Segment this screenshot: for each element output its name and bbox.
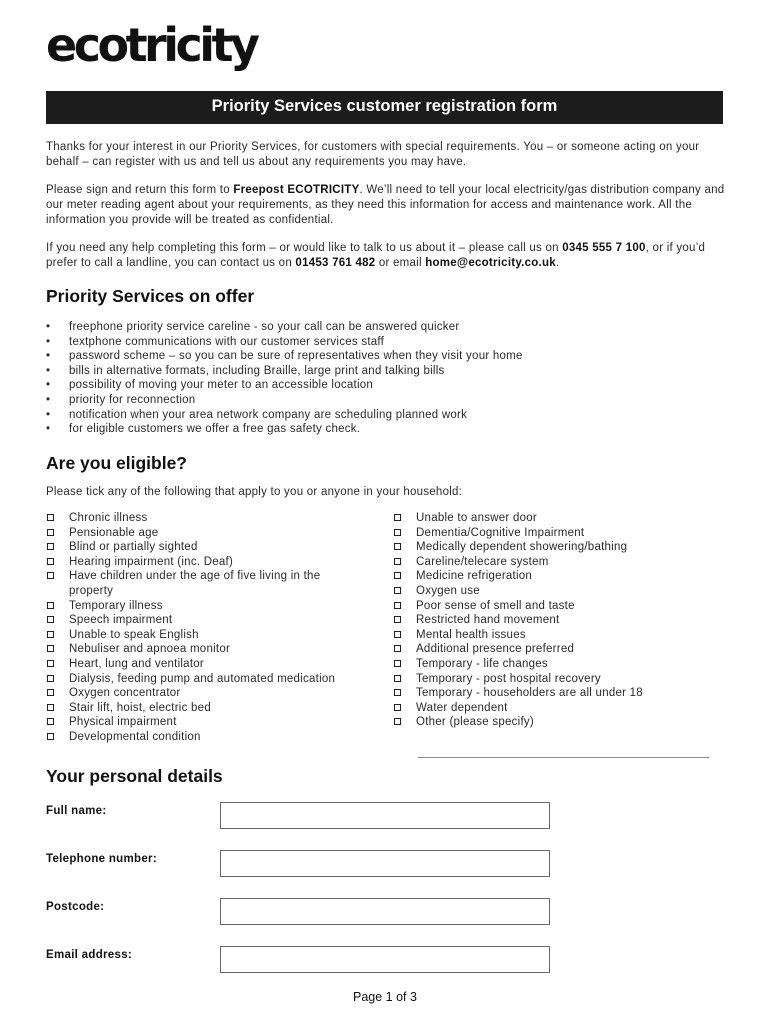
checkbox[interactable] [394,645,401,652]
checkbox[interactable] [394,529,401,536]
checkbox[interactable] [394,558,401,565]
eligibility-option[interactable]: Have children under the age of five living in the property [46,569,359,598]
eligibility-option[interactable]: Oxygen use [393,584,723,599]
eligibility-instruction: Please tick any of the following that apply to you or anyone in your household: [46,486,463,498]
eligibility-list-right [393,511,723,730]
eligibility-option[interactable]: Blind or partially sighted [46,540,376,555]
telephone-field[interactable] [220,850,550,877]
eligibility-option[interactable]: Water dependent [393,701,723,716]
intro-paragraph-1: Thanks for your interest in our Priority Services, for customers with special requirements. You – or someone acting on your behalf – can register with us and tell us about any requirements you may have. [46,141,700,168]
eligibility-option[interactable]: Temporary - life changes [393,657,723,672]
eligibility-option[interactable]: Medically dependent showering/bathing [393,540,723,555]
postcode-field[interactable] [220,898,550,925]
eligibility-option[interactable]: Temporary illness [46,599,376,614]
eligibility-option[interactable]: Speech impairment [46,613,376,628]
checkbox[interactable] [394,718,401,725]
checkbox[interactable] [47,631,54,638]
eligibility-option[interactable]: Pensionable age [46,526,376,541]
eligibility-option[interactable]: Unable to speak English [46,628,376,643]
services-list [46,320,523,437]
eligibility-option[interactable]: Careline/telecare system [393,555,723,570]
checkbox[interactable] [394,660,401,667]
eligibility-option[interactable]: Chronic illness [46,511,376,526]
service-item: • textphone communications with our customer services staff [46,335,523,350]
intro-paragraph-3: If you need any help completing this form – or would like to talk to us about it – please call us on 0345 555 7 100, or if you’d prefer to call a landline, you can contact us on 01453 761 482 or email home@ecotricity.co.uk. [46,242,706,269]
eligibility-option[interactable]: Stair lift, hoist, electric bed [46,701,376,716]
eligibility-option[interactable]: Additional presence preferred [393,642,723,657]
phone-number-mobile: 0345 555 7 100 [562,242,646,254]
services-heading: Priority Services on offer [46,286,255,306]
eligibility-option[interactable]: Other (please specify) [393,715,723,730]
eligibility-option[interactable]: Unable to answer door [393,511,723,526]
form-title: Priority Services customer registration form [46,91,723,124]
eligibility-option[interactable]: Temporary - post hospital recovery [393,672,723,687]
checkbox[interactable] [394,543,401,550]
page-number: Page 1 of 3 [353,990,417,1004]
checkbox[interactable] [47,704,54,711]
checkbox[interactable] [47,572,54,579]
eligibility-option[interactable]: Dementia/Cognitive Impairment [393,526,723,541]
checkbox[interactable] [47,529,54,536]
service-item: • bills in alternative formats, including Braille, large print and talking bills [46,364,523,379]
checkbox[interactable] [47,616,54,623]
eligibility-option[interactable]: Nebuliser and apnoea monitor [46,642,376,657]
checkbox[interactable] [394,587,401,594]
other-specify-line[interactable] [418,757,709,758]
eligibility-option[interactable]: Medicine refrigeration [393,569,723,584]
freepost-address: Freepost ECOTRICITY [233,184,360,196]
service-item: • priority for reconnection [46,393,523,408]
service-item: • password scheme – so you can be sure of representatives when they visit your home [46,349,523,364]
checkbox[interactable] [394,689,401,696]
email-field[interactable] [220,946,550,973]
checkbox[interactable] [47,645,54,652]
eligibility-option[interactable]: Restricted hand movement [393,613,723,628]
eligibility-option[interactable]: Developmental condition [46,730,376,745]
checkbox[interactable] [47,733,54,740]
service-item: • freephone priority service careline - so your call can be answered quicker [46,320,523,335]
eligibility-option[interactable]: Dialysis, feeding pump and automated medication [46,672,376,687]
checkbox[interactable] [47,675,54,682]
checkbox[interactable] [394,572,401,579]
eligibility-option[interactable]: Temporary - householders are all under 18 [393,686,723,701]
checkbox[interactable] [47,660,54,667]
full-name-label: Full name: [46,805,107,817]
checkbox[interactable] [47,514,54,521]
postcode-label: Postcode: [46,901,105,913]
checkbox[interactable] [47,602,54,609]
checkbox[interactable] [394,602,401,609]
eligibility-option[interactable]: Hearing impairment (inc. Deaf) [46,555,376,570]
checkbox[interactable] [47,689,54,696]
checkbox[interactable] [394,631,401,638]
intro-paragraph-2: Please sign and return this form to Freepost ECOTRICITY. We’ll need to tell your local electricity/gas distribution company and our meter reading agent about your requirements, as they need this information for access and maintenance work. All the information you provide will be treated as confidential. [46,184,725,226]
eligibility-list-left [46,511,376,745]
service-item: • possibility of moving your meter to an accessible location [46,378,523,393]
eligibility-option[interactable]: Heart, lung and ventilator [46,657,376,672]
ecotricity-logo: ecotricity [46,18,257,72]
email-label: Email address: [46,949,133,961]
eligibility-heading: Are you eligible? [46,453,187,473]
personal-details-heading: Your personal details [46,766,223,786]
email-address-link[interactable]: home@ecotricity.co.uk [425,257,556,269]
telephone-label: Telephone number: [46,853,157,865]
checkbox[interactable] [394,616,401,623]
checkbox[interactable] [394,675,401,682]
phone-number-landline: 01453 761 482 [295,257,376,269]
eligibility-option[interactable]: Physical impairment [46,715,376,730]
checkbox[interactable] [47,558,54,565]
eligibility-option[interactable]: Poor sense of smell and taste [393,599,723,614]
checkbox[interactable] [394,704,401,711]
checkbox[interactable] [47,718,54,725]
eligibility-option[interactable]: Mental health issues [393,628,723,643]
checkbox[interactable] [47,543,54,550]
service-item: • for eligible customers we offer a free gas safety check. [46,422,523,437]
eligibility-option[interactable]: Oxygen concentrator [46,686,376,701]
checkbox[interactable] [394,514,401,521]
full-name-field[interactable] [220,802,550,829]
service-item: • notification when your area network company are scheduling planned work [46,408,523,423]
